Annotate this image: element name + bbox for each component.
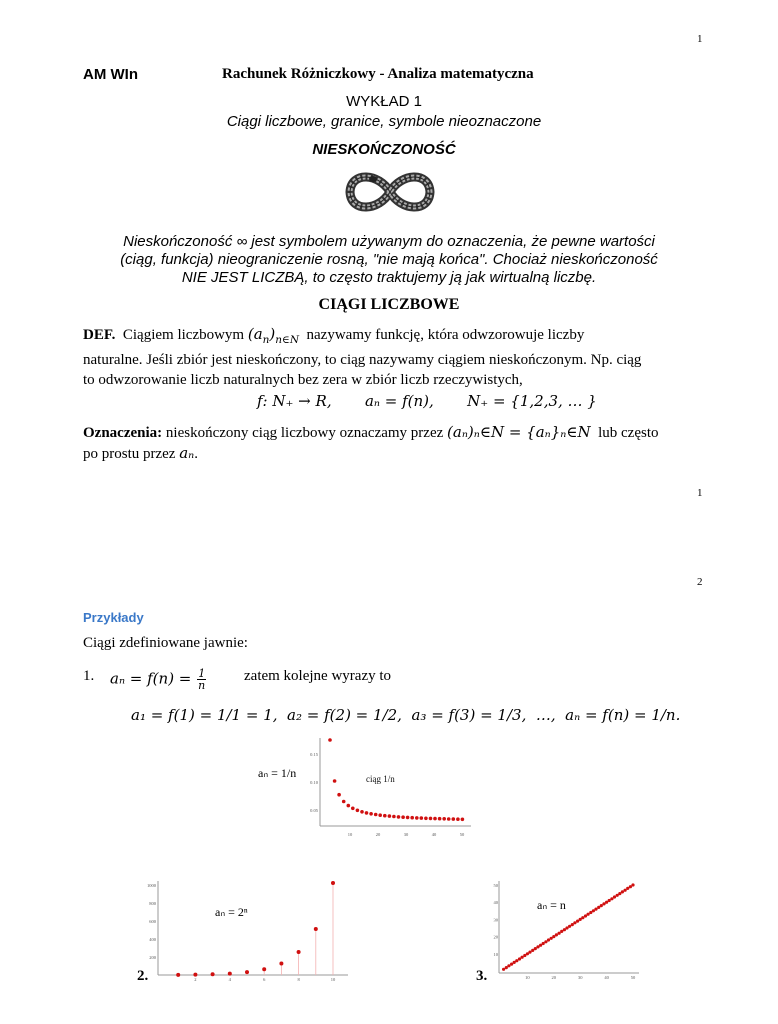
ouroboros-infinity-image xyxy=(343,165,437,219)
example-1-terms: a₁ = f(1) = 1/1 = 1, a₂ = f(2) = 1/2, a₃ = f(3) = 1/3, …, aₙ = f(n) = 1/n. xyxy=(131,706,681,724)
plot-1-point xyxy=(328,738,332,742)
plot-3-point xyxy=(528,951,531,954)
plot-1-point xyxy=(369,812,373,816)
plot-1-point xyxy=(410,816,414,820)
plot-3-point xyxy=(610,897,613,900)
page-number-1: 1 xyxy=(697,487,703,499)
plot-1-point xyxy=(415,816,419,820)
plot-1-point xyxy=(406,816,410,820)
plot-1-x-tick: 10 xyxy=(347,832,353,837)
plot-1-point xyxy=(351,807,355,811)
plot-3-x-tick: 40 xyxy=(604,975,609,980)
plot-1-point xyxy=(365,811,369,815)
plot-3-x-tick: 50 xyxy=(630,975,636,980)
plot-3-point xyxy=(571,923,574,926)
plot-3-point xyxy=(544,940,547,943)
plot-2-point xyxy=(279,962,283,966)
plot-1-point xyxy=(356,809,360,813)
plot-3-point xyxy=(518,957,521,960)
plot-2-point xyxy=(331,881,335,885)
plot-2-number: 2. xyxy=(137,968,149,984)
plot-1-chart xyxy=(306,734,476,850)
fraction-1-over-n: $\frac{1}{n}$ xyxy=(198,667,206,692)
plot-3-point xyxy=(621,890,624,893)
plot-3-point xyxy=(608,899,611,902)
infinity-paragraph xyxy=(0,233,778,287)
def-math-an: $(a_n)_{n\in N}$ xyxy=(247,325,300,346)
plot-2-point xyxy=(228,972,232,976)
plot-2-point xyxy=(211,972,215,976)
infinity-line-3: NIE JEST LICZBĄ, to często traktujemy ją jak wirtualną liczbę. xyxy=(181,269,597,286)
plot-1-point xyxy=(452,817,456,821)
lecture-subtitle: Ciągi liczbowe, granice, symbole nieoznaczone xyxy=(226,113,542,130)
plot-1-legend: ciąg 1/n xyxy=(366,774,395,784)
plot-2-point xyxy=(262,967,266,971)
example-1-formula xyxy=(110,668,207,691)
page-number-2: 2 xyxy=(697,576,703,588)
definition-formula: f: N₊ → R, aₙ = f(n), N₊ = {1,2,3, … } xyxy=(257,392,597,410)
plot-3-point xyxy=(555,933,558,936)
plot-1-point xyxy=(447,817,451,821)
plot-3-point xyxy=(505,966,508,969)
plot-1-point xyxy=(388,814,392,818)
plot-2-point xyxy=(176,973,180,977)
plot-1-point xyxy=(420,816,424,820)
notation-text-2: lub często xyxy=(598,425,659,441)
plot-3-chart xyxy=(491,877,643,979)
definition-line-1 xyxy=(83,324,723,350)
infinity-line-1: Nieskończoność ∞ jest symbolem używanym do oznaczenia, że pewne wartości xyxy=(123,233,655,250)
def-text-1: Ciągiem liczbowym xyxy=(122,327,245,343)
plot-3-x-tick: 10 xyxy=(525,975,530,980)
plot-2-y-tick: 400 xyxy=(149,937,156,943)
plot-2-point xyxy=(245,970,249,974)
plot-3-point xyxy=(560,930,563,933)
plot-1-x-tick: 20 xyxy=(375,832,381,837)
plot-3-point xyxy=(568,925,571,928)
def-text-2: nazywamy funkcję, która odwzorowuje liczby xyxy=(306,327,585,343)
plot-3-point xyxy=(600,904,603,907)
plot-2-y-tick: 800 xyxy=(149,901,156,907)
plot-2-x-tick: 8 xyxy=(297,977,300,982)
examples-heading: Przykłady xyxy=(83,610,144,625)
plot-2-point xyxy=(297,950,301,954)
plot-3-y-tick: 30 xyxy=(493,917,498,923)
plot-1-point xyxy=(360,810,364,814)
plot-3-point xyxy=(542,942,545,945)
plot-3-point xyxy=(594,908,597,911)
plot-1-label: aₙ = 1/n xyxy=(258,766,297,780)
plot-3-y-tick: 40 xyxy=(493,900,498,906)
plot-3-point xyxy=(587,913,590,916)
plot-1-point xyxy=(337,793,341,797)
plot-1-point xyxy=(397,815,401,819)
plot-3-point xyxy=(613,895,616,898)
plot-3-point xyxy=(581,916,584,919)
plot-3-point xyxy=(502,968,505,971)
definition-line-2: naturalne. Jeśli zbiór jest nieskończony, to ciąg nazywamy ciągiem nieskończonym. Np. ciąg xyxy=(83,352,642,368)
plot-3-point xyxy=(558,932,561,935)
infinity-line-2: (ciąg, funkcja) nieograniczenie rosną, "nie mają końca". Chociaż nieskończoność xyxy=(120,251,658,268)
plot-3-point xyxy=(597,906,600,909)
notation-period: . xyxy=(194,446,198,462)
plot-3-point xyxy=(584,914,587,917)
plot-1-y-tick: 0.05 xyxy=(310,808,318,813)
plot-1-point xyxy=(438,817,442,821)
definition-line-3: to odwzorowanie liczb naturalnych bez zera w zbiór liczb rzeczywistych, xyxy=(83,372,523,388)
notation-line-1 xyxy=(83,422,733,443)
plot-3-y-tick: 20 xyxy=(493,934,498,940)
plot-1-point xyxy=(433,817,437,821)
plot-1-point xyxy=(424,817,428,821)
example-1-number: 1. xyxy=(83,668,95,684)
section-title-sequences: CIĄGI LICZBOWE xyxy=(318,296,460,313)
def-label: DEF. xyxy=(83,327,116,343)
notation-paragraph xyxy=(83,422,733,464)
notation-math: (aₙ)ₙ∈N = {aₙ}ₙ∈N xyxy=(447,423,591,441)
plot-2-x-tick: 2 xyxy=(194,977,197,982)
plot-2-y-tick: 600 xyxy=(149,919,156,925)
plot-2-x-tick: 10 xyxy=(330,977,336,982)
plot-2-x-tick: 4 xyxy=(228,977,231,982)
plot-3-point xyxy=(507,964,510,967)
plot-3-point xyxy=(624,889,627,892)
example-1-formula-text: aₙ = f(n) = xyxy=(110,669,192,688)
plot-3-label: aₙ = n xyxy=(537,898,566,912)
plot-1-y-tick: 0.10 xyxy=(310,780,318,785)
plot-3-point xyxy=(631,883,634,886)
plot-3-point xyxy=(547,938,550,941)
plot-2-point xyxy=(314,927,318,931)
page-number-top: 1 xyxy=(697,33,703,45)
plot-1-point xyxy=(442,817,446,821)
course-title: Rachunek Różniczkowy - Analiza matematyczna xyxy=(222,66,534,82)
plot-1-point xyxy=(383,814,387,818)
notation-line-2 xyxy=(83,443,733,464)
plot-1-point xyxy=(342,800,346,804)
plot-2-y-tick: 200 xyxy=(149,955,156,961)
plot-1-point xyxy=(374,813,378,817)
example-1-text: zatem kolejne wyrazy to xyxy=(244,668,392,684)
plot-2-chart xyxy=(138,877,353,982)
plot-3-point xyxy=(515,959,518,962)
plot-3-y-tick: 50 xyxy=(493,883,498,888)
plot-2-y-tick: 1000 xyxy=(147,883,156,889)
examples-intro: Ciągi zdefiniowane jawnie: xyxy=(83,635,248,651)
plot-3-y-tick: 10 xyxy=(493,951,498,957)
plot-1-point xyxy=(401,815,405,819)
header-left: AM WIn xyxy=(83,66,138,83)
plot-1-point xyxy=(429,817,433,821)
plot-1-point xyxy=(378,813,382,817)
plot-1-point xyxy=(333,779,337,783)
definition-paragraph xyxy=(83,324,723,390)
plot-3-x-tick: 20 xyxy=(551,975,557,980)
plot-1-x-tick: 50 xyxy=(459,832,465,837)
plot-3-point xyxy=(521,956,524,959)
plot-1-point xyxy=(461,818,465,822)
plot-1-point xyxy=(347,804,351,808)
plot-3-x-tick: 30 xyxy=(577,975,583,980)
notation-math-an: aₙ xyxy=(179,444,195,462)
plot-1-point xyxy=(392,815,396,819)
plot-3-point xyxy=(534,947,537,950)
notation-text-1: nieskończony ciąg liczbowy oznaczamy przez xyxy=(165,425,444,441)
plot-2-label: aₙ = 2ⁿ xyxy=(215,905,248,919)
notation-text-3: po prostu przez xyxy=(83,446,176,462)
plot-3-point xyxy=(531,949,534,952)
section-title-infinity: NIESKOŃCZONOŚĆ xyxy=(312,141,456,158)
plot-1-y-tick: 0.15 xyxy=(310,752,318,757)
plot-1-point xyxy=(456,817,460,821)
notation-label: Oznaczenia: xyxy=(83,425,163,441)
plot-1-x-tick: 30 xyxy=(403,832,409,837)
plot-1-x-tick: 40 xyxy=(431,832,437,837)
plot-2-x-tick: 6 xyxy=(263,977,266,982)
plot-3-number: 3. xyxy=(476,968,488,984)
lecture-number: WYKŁAD 1 xyxy=(346,93,422,110)
plot-3-point xyxy=(573,921,576,924)
plot-3-point xyxy=(626,887,629,890)
